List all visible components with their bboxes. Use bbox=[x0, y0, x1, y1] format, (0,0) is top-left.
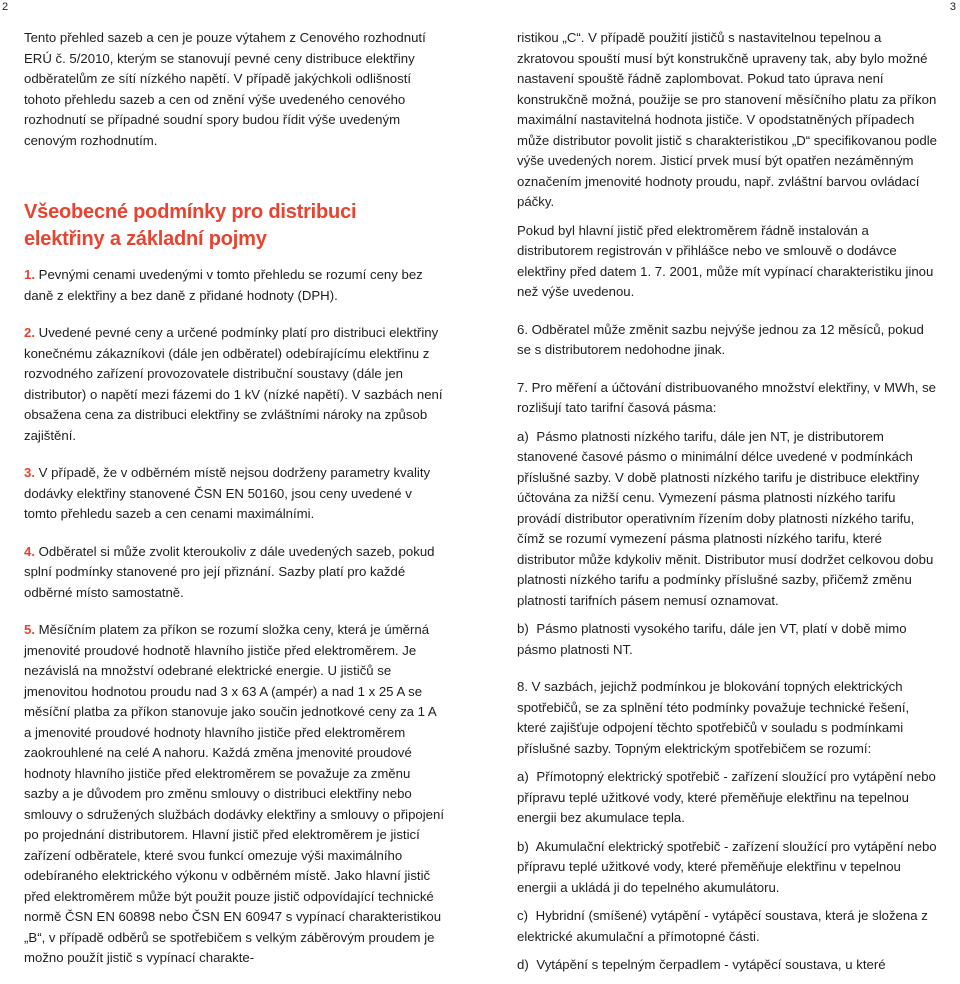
subitem-letter: d) bbox=[517, 957, 529, 972]
item-text: Uvedené pevné ceny a určené podmínky platí pro distribuci elektřiny konečnému zákazníkovi (dále jen odběratel) odebírajícímu elektřinu z rozvodného zařízení provozovatele distribuční soustavy (dále jen distributor) o napětí mezi fázemi do 1 kV (nízké napětí). V sazbách není obsažena cena za distribuci elektřiny se zvláštními nároky na způsob zajištění. bbox=[24, 325, 443, 443]
right-column bbox=[517, 28, 937, 976]
item-5-continuation: ristikou „C“. V případě použití jističů s nastavitelnou tepelnou a zkratovou spouští musí být konstrukčně upraveny tak, aby bylo možné nastavení spouště řádně zaplombovat. Pokud tato úprava není konstrukčně možná, použije se pro stanovení měsíčního platu za příkon maximální nastavitelná hodnota jističe. V opodstatněných případech může distributor povolit jistič s charakteristikou „D“ specifikovanou podle výše uvedených norem. Jisticí prvek musí být opatřen nezáměnným označením jmenovité hodnoty proudu, např. zvláštní barvou ovládací páčky. bbox=[517, 30, 937, 209]
subitem-letter: c) bbox=[517, 908, 528, 923]
item-text: Pro měření a účtování distribuovaného množství elektřiny, v MWh, se rozlišují tato tarifní časová pásma: bbox=[517, 379, 937, 415]
condition-item-2 bbox=[24, 323, 444, 446]
item-text: Měsíčním platem za příkon se rozumí složka ceny, která je úměrná jmenovité proudové hodnotě hlavního jističe před elektroměrem. Je nezávislá na množství odebrané elektrické energie. U jističů se jmenovitou hodnotou proudu nad 3 x 63 A (ampér) a nad 1 x 25 A se měsíční platba za příkon stanovuje jako součin jednotkové ceny za 1 A a jmenovité proudové hodnoty hlavního jističe před elektroměrem zaokrouhlené na celé A nahoru. Každá změna jmenovité proudové hodnoty hlavního jističe před elektroměrem se považuje za změnu sazby a je důvodem pro změnu smlouvy o distribuci elektřiny nebo smlouvy o sdružených službách dodávky elektřiny a smlouvy o připojení po projednání distributorem. Hlavní jistič před elektroměrem je jisticí zařízení odběratele, které svou funkcí omezuje výši maximálního odebíraného elektrického výkonu v odběrném místě. Jako hlavní jistič před elektroměrem může být použit pouze jistič odpovídající technické normě ČSN EN 60898 nebo ČSN EN 60947 s vypínací charakteristikou „B“, v případě odběrů se spotřebičem s velkým záběrovým proudem je možno použít jistič s vypínací charakte- bbox=[24, 622, 445, 965]
subitem-text: Pásmo platnosti vysokého tarifu, dále jen VT, platí v době mimo pásmo platnosti NT. bbox=[517, 621, 907, 657]
condition-item-6 bbox=[517, 320, 937, 361]
condition-item-7 bbox=[517, 378, 937, 419]
item-number: 5. bbox=[24, 622, 35, 637]
item-text: V sazbách, jejichž podmínkou je blokování topných elektrických spotřebičů, se za splnění této podmínky považuje technické řešení, které zajišťuje odpojení těchto spotřebičů v souladu s podmínkami příslušné sazby. Topným elektrickým spotřebičem se rozumí: bbox=[517, 679, 910, 756]
left-column bbox=[24, 28, 444, 969]
section-heading bbox=[24, 199, 444, 253]
item-8-subitem-c bbox=[517, 906, 937, 947]
subitem-text: Vytápění s tepelným čerpadlem - vytápěcí soustava, u které bbox=[536, 957, 886, 972]
item-number: 3. bbox=[24, 465, 35, 480]
subitem-text: Přímotopný elektrický spotřebič - zařízení sloužící pro vytápění nebo přípravu teplé užitkové vody, které přeměňuje elektřinu na tepelnou energii bez akumulace tepla. bbox=[517, 769, 936, 825]
subitem-letter: a) bbox=[517, 769, 529, 784]
item-text: Odběratel může změnit sazbu nejvýše jednou za 12 měsíců, pokud se s distributorem nedohodne jinak. bbox=[517, 321, 924, 357]
item-8-subitem-b bbox=[517, 837, 937, 899]
condition-item-4 bbox=[24, 542, 444, 604]
item-number: 7. bbox=[517, 379, 528, 395]
condition-item-3 bbox=[24, 463, 444, 525]
item-number: 2. bbox=[24, 325, 35, 340]
condition-item-5 bbox=[24, 620, 444, 969]
condition-item-1 bbox=[24, 265, 444, 306]
item-8-subitem-d bbox=[517, 955, 937, 976]
item-text: Pevnými cenami uvedenými v tomto přehledu se rozumí ceny bez daně z elektřiny a bez daně z přidané hodnoty (DPH). bbox=[24, 267, 423, 303]
subitem-letter: b) bbox=[517, 621, 529, 636]
item-text: Odběratel si může zvolit kteroukoliv z dále uvedených sazeb, pokud splní podmínky stanovené pro její přiznání. Sazby platí pro každé odběrné místo samostatně. bbox=[24, 543, 435, 600]
item-text: V případě, že v odběrném místě nejsou dodrženy parametry kvality dodávky elektřiny stanovené ČSN EN 50160, jsou ceny uvedené v tomto přehledu sazeb a cen cenami maximálními. bbox=[24, 465, 431, 521]
subitem-letter: b) bbox=[517, 838, 529, 854]
page-number-left: 2 bbox=[2, 1, 9, 13]
subitem-text: Akumulační elektrický spotřebič - zařízení sloužící pro vytápění nebo přípravu teplé užitkové vody, které přeměňuje elektřinu v tepelnou energii a ukládá ji do tepelného akumulátoru. bbox=[517, 838, 937, 895]
item-7-subitem-b bbox=[517, 619, 937, 660]
intro-paragraph: Tento přehled sazeb a cen je pouze výtahem z Cenového rozhodnutí ERÚ č. 5/2010, kterým se stanovují pevné ceny distribuce elektřiny odběratelům ze sítí nízkého napětí. V případě jakýchkoli odlišností tohoto přehledu sazeb a cen od znění výše uvedeného cenového rozhodnutí se případné soudní spory budou řídit výše uvedeným cenovým rozhodnutím. bbox=[24, 30, 426, 148]
section-heading-line2: elektřiny a základní pojmy bbox=[24, 228, 267, 250]
page-number-right: 3 bbox=[949, 1, 956, 13]
section-heading-line1: Všeobecné podmínky pro distribuci bbox=[24, 201, 357, 223]
item-number: 4. bbox=[24, 543, 35, 559]
item-7-subitem-a bbox=[517, 427, 937, 612]
condition-item-8 bbox=[517, 677, 937, 759]
item-8-subitem-a bbox=[517, 767, 937, 829]
item-number: 6. bbox=[517, 321, 528, 337]
item-5-paragraph-2: Pokud byl hlavní jistič před elektroměrem řádně instalován a distributorem registrován v přihlášce nebo ve smlouvě o dodávce elektřiny před datem 1. 7. 2001, může mít vypínací charakteristiku jinou než výše uvedenou. bbox=[517, 222, 934, 299]
subitem-letter: a) bbox=[517, 428, 529, 444]
item-number: 1. bbox=[24, 267, 35, 282]
item-number: 8. bbox=[517, 679, 528, 694]
subitem-text: Hybridní (smíšené) vytápění - vytápěcí soustava, která je složena z elektrické akumulační a přímotopné části. bbox=[517, 908, 928, 944]
subitem-text: Pásmo platnosti nízkého tarifu, dále jen NT, je distributorem stanovené časové pásmo o minimální délce uvedené v podmínkách příslušné sazby. V době platnosti nízkého tarifu je distribuce elektřiny účtována za nižší cenu. Vymezení pásma platnosti nízkého tarifu provádí distributor operativním řízením doby platnosti nízkého tarifu, čímž se rozumí vymezení pásma platnosti nízkého tarifu, které distributor může kdykoliv měnit. Distributor musí dodržet celkovou dobu platnosti nízkého tarifu a podmínky příslušné sazby, přičemž změnu platnosti tarifních pásem nemusí oznamovat. bbox=[517, 428, 934, 608]
